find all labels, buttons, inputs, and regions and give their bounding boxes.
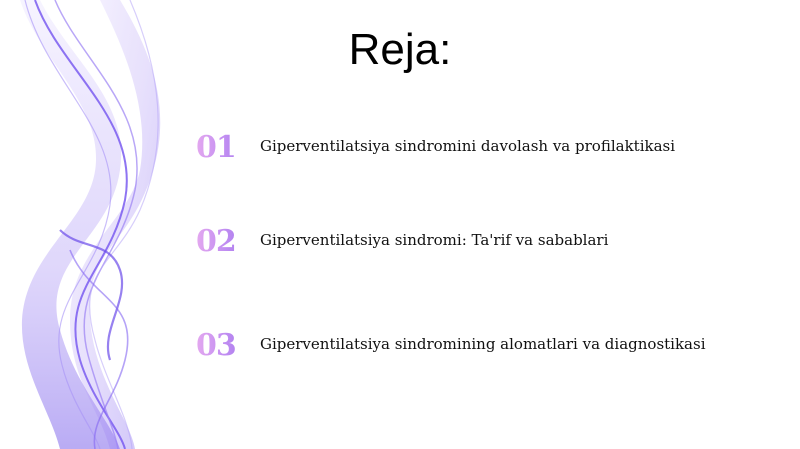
list-item	[196, 326, 776, 374]
item-text: Giperventilatsiya sindromi: Ta'rif va sabablari	[260, 231, 609, 249]
list-item	[196, 128, 776, 176]
decorative-ribbon	[0, 0, 200, 449]
item-text: Giperventilatsiya sindromini davolash va profilaktikasi	[260, 137, 676, 155]
item-number: 03	[196, 326, 236, 366]
list-item	[196, 222, 776, 270]
item-text: Giperventilatsiya sindromining alomatlari va diagnostikasi	[260, 335, 706, 353]
item-number: 01	[196, 128, 236, 168]
page-title: Reja:	[348, 25, 452, 74]
item-number: 02	[196, 222, 236, 262]
